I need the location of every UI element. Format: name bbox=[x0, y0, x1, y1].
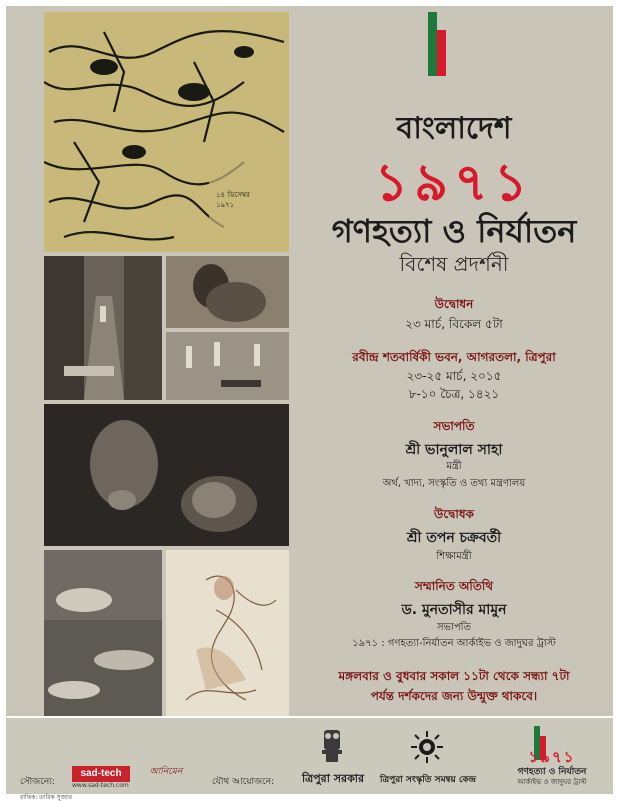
exhibition-subtitle: বিশেষ প্রদর্শনী bbox=[399, 252, 509, 276]
mother-child-photo bbox=[44, 404, 289, 546]
venue-dates: ২৩-২৫ মার্চ, ২০১৫ bbox=[406, 369, 502, 383]
tripura-govt-label: ত্রিপুরা সরকার bbox=[301, 772, 365, 785]
courtesy-label: সৌজন্যে: bbox=[20, 777, 55, 787]
guest-label: সম্মানিত অতিথি bbox=[414, 579, 494, 593]
sadtech-url: www.sad-tech.com bbox=[72, 782, 129, 789]
inauguration-datetime: ২৩ মার্চ, বিকেল ৫টা bbox=[405, 317, 503, 331]
president-label: সভাপতি bbox=[433, 419, 475, 433]
flag-green-bar bbox=[428, 12, 437, 76]
inauguration-label: উদ্বোধন bbox=[434, 297, 474, 311]
mother-child-graphic bbox=[44, 404, 289, 546]
weeping-photo-graphic bbox=[166, 256, 289, 328]
guest-org: ১৯৭১ : গণহত্যা-নির্যাতন আর্কাইভ ও জাদুঘর ট্রাস্ট bbox=[352, 638, 556, 649]
inaugurator-name: শ্রী তপন চক্রবর্তী bbox=[406, 530, 502, 546]
bangladesh-flag-mark bbox=[428, 12, 448, 76]
tripura-culture-label: ত্রিপুরা সংস্কৃতি সমন্বয় কেন্দ্র bbox=[379, 775, 477, 785]
sketch-caption bbox=[216, 190, 284, 210]
opening-hours-line1: মঙ্গলবার ও বুধবার সকাল ১১টা থেকে সন্ধ্যা ৭টা bbox=[338, 669, 570, 683]
sketch-woman-graphic bbox=[166, 550, 289, 716]
field-photo bbox=[166, 332, 289, 400]
exhibition-title: গণহত্যা ও নির্যাতন bbox=[331, 212, 577, 250]
photo-collage bbox=[44, 12, 289, 716]
sadtech-logo: sad-tech bbox=[72, 766, 130, 782]
trust-title: গণহত্যা ও নির্যাতন bbox=[517, 767, 587, 777]
anniversary-logo: আনিমেন bbox=[149, 767, 183, 777]
sketch-caption-line1: ১৪ ডিসেম্বর bbox=[216, 191, 250, 199]
president-role: মন্ত্রী bbox=[446, 461, 462, 472]
culture-sun-icon bbox=[410, 730, 444, 764]
trust-subtitle: আর্কাইভ ও জাদুঘর ট্রাস্ট bbox=[517, 778, 587, 786]
inaugurator-label: উদ্বোধক bbox=[434, 507, 474, 521]
sketch-drawing bbox=[44, 12, 289, 252]
weeping-photo bbox=[166, 256, 289, 328]
state-emblem-icon bbox=[318, 728, 346, 766]
venue-bengali-dates: ৮-১০ চৈত্র, ১৪২১ bbox=[408, 387, 500, 401]
guest-role: সভাপতি bbox=[436, 622, 472, 633]
footer-sponsors bbox=[6, 718, 613, 801]
field-photo-graphic bbox=[166, 332, 289, 400]
photo-credit: রাফিক: তারিক সুজাত bbox=[20, 794, 73, 801]
sketch-woman-drawing bbox=[166, 550, 289, 716]
president-name: শ্রী ভানুলাল সাহা bbox=[405, 442, 503, 458]
sketch-caption-line2: ১৯৭১ bbox=[216, 201, 235, 209]
president-ministry: অর্থ, খাদ্য, সংস্কৃতি ও তথ্য মন্ত্রণালয় bbox=[382, 478, 526, 489]
exhibition-poster bbox=[6, 6, 613, 801]
venue-place: রবীন্দ্র শতবার্ষিকী ভবন, আগরতলা, ত্রিপুরা bbox=[352, 350, 556, 364]
inaugurator-role: শিক্ষামন্ত্রী bbox=[436, 551, 472, 562]
guest-name: ড. মুনতাসীর মামুন bbox=[401, 602, 507, 618]
trust-year: ১৯৭১ bbox=[528, 748, 576, 766]
year-title: ১৯৭১ bbox=[374, 152, 534, 213]
opening-hours-line2: পর্যন্ত দর্শকদের জন্য উন্মুক্ত থাকবে। bbox=[370, 689, 538, 703]
flag-red-bar bbox=[437, 30, 446, 76]
sketch-artwork bbox=[44, 12, 289, 252]
joint-organizer-label: যৌথ আয়োজনে: bbox=[212, 777, 275, 787]
street-photo-graphic bbox=[44, 256, 162, 400]
street-photo bbox=[44, 256, 162, 400]
bodies-photo bbox=[44, 550, 162, 716]
bodies-photo-graphic bbox=[44, 550, 162, 716]
country-title: বাংলাদেশ bbox=[396, 111, 512, 146]
